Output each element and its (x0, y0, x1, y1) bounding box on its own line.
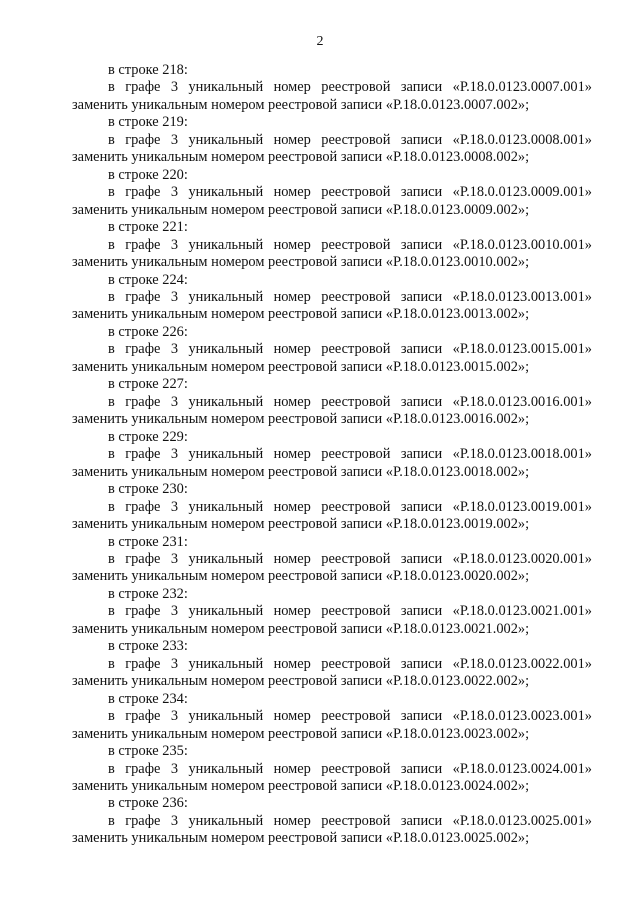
replacement-instruction: заменить уникальным номером реестровой записи «Р.18.0.0123.0009.002»; (72, 201, 530, 218)
amendment-entry (72, 429, 592, 481)
column-instruction: в графе 3 уникальный номер реестровой записи «Р.18.0.0123.0023.001» (108, 708, 592, 725)
replacement-instruction: заменить уникальным номером реестровой записи «Р.18.0.0123.0015.002»; (72, 358, 530, 375)
row-reference: в строке 230: (108, 481, 188, 498)
row-reference: в строке 221: (108, 219, 188, 236)
amendment-entry (72, 62, 592, 114)
amendment-entry (72, 481, 592, 533)
row-reference: в строке 236: (108, 795, 188, 812)
replacement-instruction: заменить уникальным номером реестровой записи «Р.18.0.0123.0020.002»; (72, 568, 530, 585)
column-instruction: в графе 3 уникальный номер реестровой записи «Р.18.0.0123.0016.001» (108, 393, 592, 410)
column-instruction: в графе 3 уникальный номер реестровой записи «Р.18.0.0123.0021.001» (108, 603, 592, 620)
amendment-entry (72, 638, 592, 690)
row-reference: в строке 234: (108, 690, 188, 707)
column-instruction: в графе 3 уникальный номер реестровой записи «Р.18.0.0123.0020.001» (108, 550, 592, 567)
amendment-entry (72, 324, 592, 376)
row-reference: в строке 226: (108, 323, 188, 340)
replacement-instruction: заменить уникальным номером реестровой записи «Р.18.0.0123.0023.002»; (72, 725, 530, 742)
row-reference: в строке 219: (108, 114, 188, 131)
amendment-entry (72, 114, 592, 166)
replacement-instruction: заменить уникальным номером реестровой записи «Р.18.0.0123.0019.002»; (72, 516, 530, 533)
row-reference: в строке 218: (108, 62, 188, 78)
column-instruction: в графе 3 уникальный номер реестровой записи «Р.18.0.0123.0018.001» (108, 446, 592, 463)
row-reference: в строке 233: (108, 638, 188, 655)
amendments-list (72, 62, 592, 848)
column-instruction: в графе 3 уникальный номер реестровой записи «Р.18.0.0123.0022.001» (108, 655, 592, 672)
amendment-entry (72, 795, 592, 847)
replacement-instruction: заменить уникальным номером реестровой записи «Р.18.0.0123.0024.002»; (72, 777, 530, 794)
column-instruction: в графе 3 уникальный номер реестровой записи «Р.18.0.0123.0010.001» (108, 236, 592, 253)
row-reference: в строке 231: (108, 533, 188, 550)
row-reference: в строке 224: (108, 271, 188, 288)
amendment-entry (72, 272, 592, 324)
column-instruction: в графе 3 уникальный номер реестровой записи «Р.18.0.0123.0015.001» (108, 341, 592, 358)
replacement-instruction: заменить уникальным номером реестровой записи «Р.18.0.0123.0022.002»; (72, 673, 530, 690)
amendment-entry (72, 219, 592, 271)
column-instruction: в графе 3 уникальный номер реестровой записи «Р.18.0.0123.0024.001» (108, 760, 592, 777)
replacement-instruction: заменить уникальным номером реестровой записи «Р.18.0.0123.0013.002»; (72, 306, 530, 323)
column-instruction: в графе 3 уникальный номер реестровой записи «Р.18.0.0123.0019.001» (108, 498, 592, 515)
column-instruction: в графе 3 уникальный номер реестровой записи «Р.18.0.0123.0008.001» (108, 131, 592, 148)
replacement-instruction: заменить уникальным номером реестровой записи «Р.18.0.0123.0018.002»; (72, 463, 530, 480)
row-reference: в строке 227: (108, 376, 188, 393)
row-reference: в строке 220: (108, 166, 188, 183)
replacement-instruction: заменить уникальным номером реестровой записи «Р.18.0.0123.0025.002»; (72, 830, 530, 847)
column-instruction: в графе 3 уникальный номер реестровой записи «Р.18.0.0123.0013.001» (108, 289, 592, 306)
column-instruction: в графе 3 уникальный номер реестровой записи «Р.18.0.0123.0009.001» (108, 184, 592, 201)
row-reference: в строке 232: (108, 585, 188, 602)
amendment-entry (72, 743, 592, 795)
replacement-instruction: заменить уникальным номером реестровой записи «Р.18.0.0123.0016.002»; (72, 411, 530, 428)
column-instruction: в графе 3 уникальный номер реестровой записи «Р.18.0.0123.0007.001» (108, 79, 592, 96)
amendment-entry (72, 376, 592, 428)
amendment-entry (72, 534, 592, 586)
column-instruction: в графе 3 уникальный номер реестровой записи «Р.18.0.0123.0025.001» (108, 812, 592, 829)
replacement-instruction: заменить уникальным номером реестровой записи «Р.18.0.0123.0007.002»; (72, 96, 530, 113)
row-reference: в строке 229: (108, 428, 188, 445)
page-number: 2 (316, 34, 324, 49)
row-reference: в строке 235: (108, 743, 188, 760)
replacement-instruction: заменить уникальным номером реестровой записи «Р.18.0.0123.0010.002»; (72, 254, 530, 271)
amendment-entry (72, 691, 592, 743)
amendment-entry (72, 167, 592, 219)
replacement-instruction: заменить уникальным номером реестровой записи «Р.18.0.0123.0021.002»; (72, 620, 530, 637)
replacement-instruction: заменить уникальным номером реестровой записи «Р.18.0.0123.0008.002»; (72, 149, 530, 166)
amendment-entry (72, 586, 592, 638)
